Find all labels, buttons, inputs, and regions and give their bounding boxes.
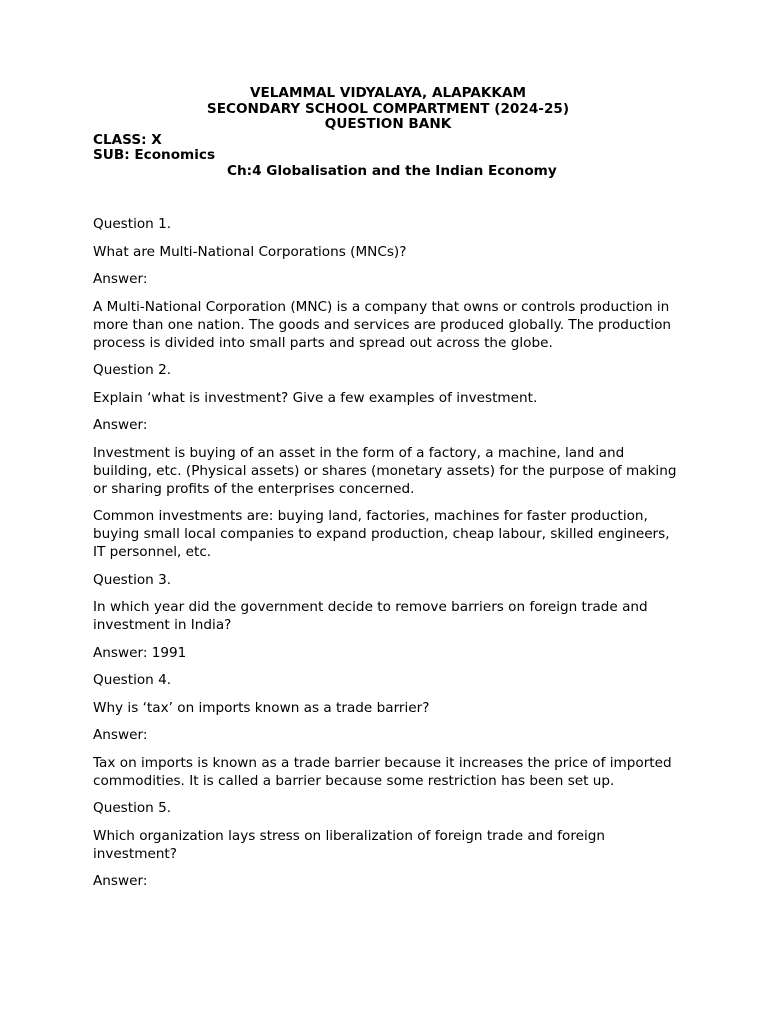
answer-label: Answer:: [93, 417, 148, 433]
answer-text: A Multi-National Corporation (MNC) is a company that owns or controls production in more than one nation. The goods and services are produced globally. The production process is divided into small parts and spread out across the globe.: [93, 298, 672, 351]
question-heading: Question 1.: [93, 216, 172, 232]
compartment-title: SECONDARY SCHOOL COMPARTMENT (2024-25): [206, 100, 570, 117]
school-name: VELAMMAL VIDYALAYA, ALAPAKKAM: [249, 85, 527, 101]
document-type: QUESTION BANK: [324, 116, 452, 132]
chapter-title: Ch:4 Globalisation and the Indian Economy: [227, 162, 557, 179]
answer-label: Answer:: [93, 873, 148, 889]
question-heading: Question 4.: [93, 672, 172, 688]
answer-label: Answer:: [93, 727, 148, 743]
answer-text: Tax on imports is known as a trade barrier because it increases the price of imported commodities. It is called a barrier because some restriction has been set up.: [93, 754, 672, 789]
question-text: In which year did the government decide to remove barriers on foreign trade and investment in India?: [93, 599, 648, 633]
class-label: CLASS: X: [93, 131, 162, 148]
question-text: Which organization lays stress on liberalization of foreign trade and foreign investment?: [93, 827, 606, 862]
subject-label: SUB: Economics: [93, 147, 216, 163]
answer-text: Common investments are: buying land, factories, machines for faster production, buying small local companies to expand production, cheap labour, skilled engineers, IT personnel, etc.: [93, 508, 670, 560]
question-text: Explain ‘what is investment? Give a few examples of investment.: [93, 389, 538, 406]
document-page: [93, 86, 683, 900]
question-text: Why is ‘tax’ on imports known as a trade barrier?: [93, 699, 430, 716]
answer-text: Investment is buying of an asset in the form of a factory, a machine, land and building, etc. (Physical assets) or shares (monetary assets) for the purpose of making or sharing profits of the enterprises concerned.: [93, 444, 677, 497]
question-heading: Question 3.: [93, 571, 172, 588]
question-text: What are Multi-National Corporations (MNCs)?: [93, 243, 407, 260]
question-heading: Question 5.: [93, 800, 172, 816]
answer-text: Answer: 1991: [93, 644, 187, 661]
question-heading: Question 2.: [93, 362, 172, 378]
answer-label: Answer:: [93, 271, 148, 287]
question-answer-list: [93, 215, 683, 890]
